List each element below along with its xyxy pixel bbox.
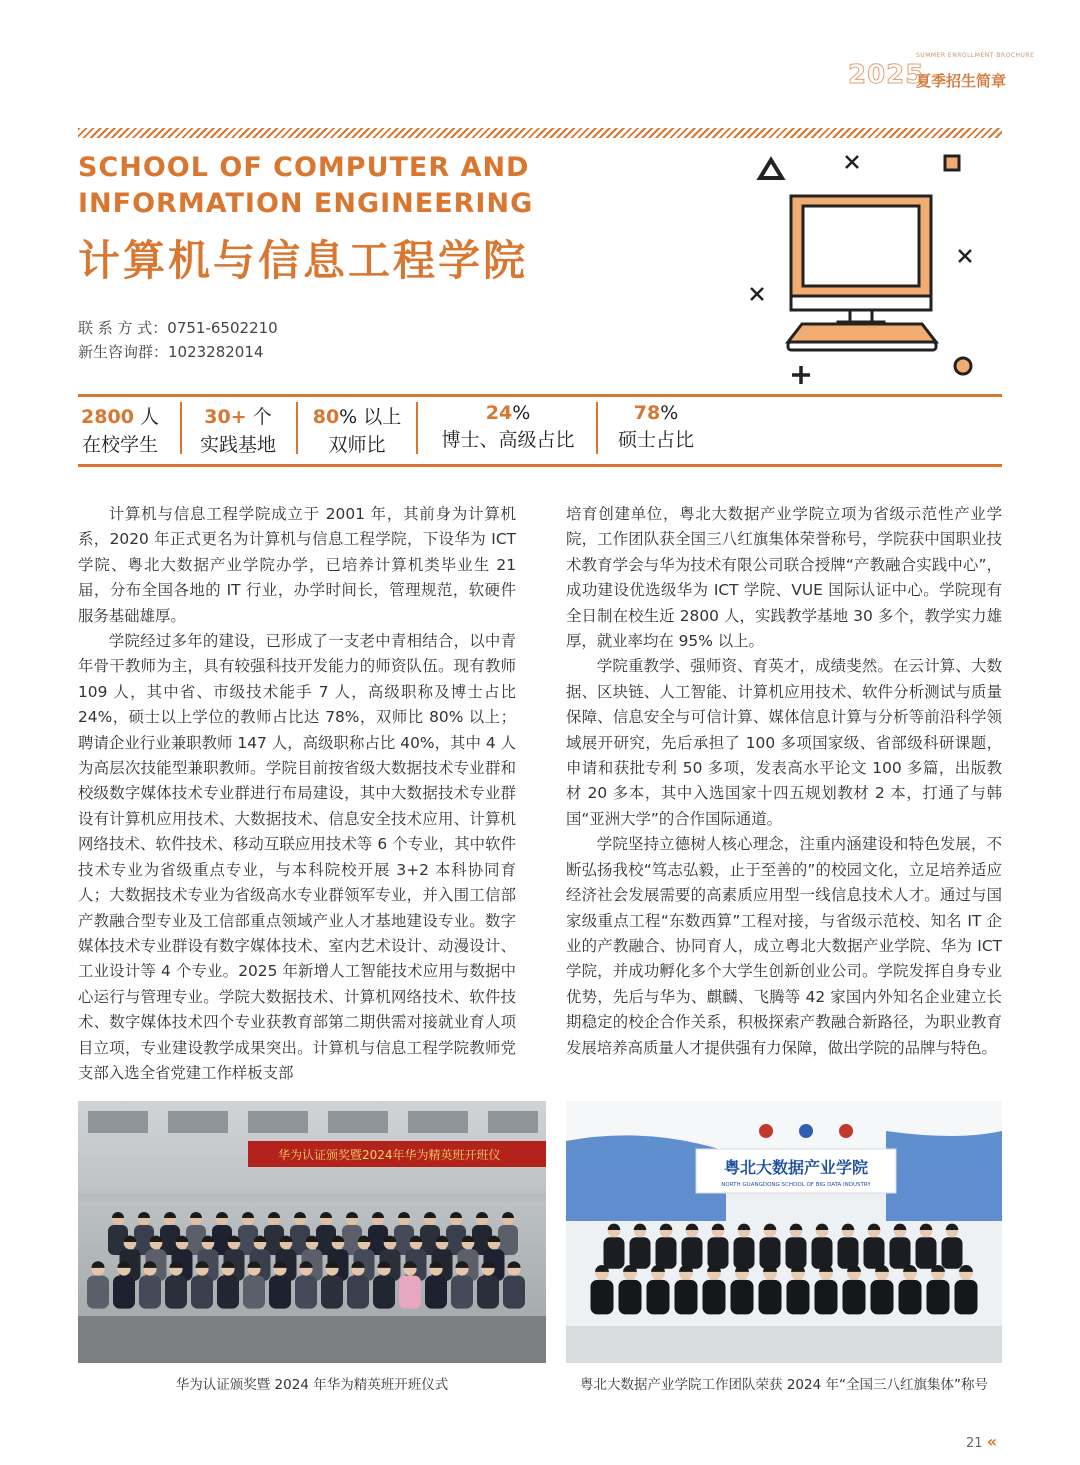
body-right-column: [566, 502, 1002, 1061]
stat-dual-teachers: 80% 以上 双师比: [312, 406, 402, 456]
stat-students: 2800 人 在校学生: [81, 406, 159, 456]
page-number: [966, 1432, 997, 1451]
paragraph: 学院坚持立德树人核心理念，注重内涵建设和特色发展，不断弘扬我校“笃志弘毅，止于至善的”的校园文化，立足培养适应经济社会发展需要的高素质应用型一线信息技术人才。通过与国家级重点工程“东数西算”工程对接，与省级示范校、知名 IT 企业的产教融合、协同育人，成立粤北大数据产业学院、华为 ICT 学院，并成功孵化多个大学生创新创业公司。学院发挥自身专业优势，先后与华为、麒麟、飞腾等 42 家国内外知名企业建立长期稳定的校企合作关系，积极探索产教融合新路径，为职业教育发展培养高质量人才提供强有力保障，做出学院的品牌与特色。: [566, 835, 1002, 1057]
stat-separator: [416, 402, 418, 454]
page-number-text: 21: [966, 1436, 983, 1451]
stat-master-ratio: 78% 硕士占比: [617, 402, 694, 451]
stat-bases: 30+ 个 实践基地: [199, 406, 276, 456]
brand-year: 2025: [848, 60, 925, 90]
group-photo-image: [78, 1101, 546, 1363]
paragraph: 学院经过多年的建设，已形成了一支老中青相结合，以中青年骨干教师为主，具有较强科技开发能力的师资队伍。现有教师 109 人，其中省、市级技术能手 7 人，高级职称及博士占比 24%，硕士以上学位的教师占比达 78%，双师比 80% 以上；聘请企业行业兼职教师 147 人，高级职称占比 40%，其中 4 人为高层次技能型兼职教师。学院目前按省级大数据技术专业群和校级数字媒体技术专业群进行布局建设，其中大数据技术专业群设有计算机应用技术、大数据技术、信息安全技术应用、计算机网络技术、软件技术、移动互联应用技术等 6 个专业，其中软件技术专业为省级重点专业，与本科院校开展 3+2 本科协同育人；大数据技术专业为省级高水专业群领军专业，并入围工信部产教融合型专业及工信部重点领域产业人才基地建设专业。数字媒体技术专业群设有数字媒体技术、室内艺术设计、动漫设计、工业设计等 4 个专业。2025 年新增人工智能技术应用与数据中心运行与管理专业。学院大数据技术、计算机网络技术、软件技术、数字媒体技术四个专业获教育部第二期供需对接就业育人项目立项，专业建设教学成果突出。计算机与信息工程学院教师党支部入选全省党建工作样板支部: [78, 632, 516, 1082]
stat-separator: [596, 402, 598, 454]
contact-group: 新生咨询群：1023282014: [78, 343, 264, 361]
hatched-divider: [78, 128, 1002, 138]
title-chinese: 计算机与信息工程学院: [78, 236, 529, 285]
title-english: [78, 150, 533, 222]
caption-left: 华为认证颁奖暨 2024 年华为精英班开班仪式: [175, 1377, 449, 1393]
double-chevron-icon: «: [986, 1432, 998, 1451]
paragraph: 学院重教学、强师资、育英才，成绩斐然。在云计算、大数据、区块链、人工智能、计算机应用技术、软件分析测试与质量保障、信息安全与可信计算、媒体信息计算与分析等前沿科学领域展开研究，先后承担了 100 多项国家级、省部级科研课题，申请和获批专利 50 多项，发表高水平论文 100 多篇，出版教材 20 多本，其中入选国家十四五规划教材 2 本，打通了与韩国“亚洲大学”的合作国际通道。: [566, 657, 1002, 828]
paragraph: 计算机与信息工程学院成立于 2001 年，其前身为计算机系，2020 年正式更名为计算机与信息工程学院，下设华为 ICT 学院、粤北大数据产业学院办学，已培养计算机类毕业生 21 届，分布全国各地的 IT 行业，办学时间长，管理规范，软硬件服务基础雄厚。: [78, 505, 516, 625]
photo-team-award: [566, 1101, 1002, 1363]
paragraph: 培育创建单位，粤北大数据产业学院立项为省级示范性产业学院，工作团队获全国三八红旗集体荣誉称号，学院获中国职业技术教育学会与华为技术有限公司联合授牌“产教融合实践中心”，成功建设优选级华为 ICT 学院、VUE 国际认证中心。学院现有全日制在校生近 2800 人，实践教学基地 30 多个，教学实力雄厚，就业率均在 95% 以上。: [566, 505, 1002, 651]
computer-illustration-icon: [740, 148, 1002, 390]
brand-tagline: SUMMER ENROLLMENT BROCHURE: [916, 52, 1035, 59]
sign-subtitle: NORTH GUANGDONG SCHOOL OF BIG DATA INDUSTRY: [721, 1182, 871, 1188]
stat-separator: [180, 402, 182, 454]
stat-doctor-ratio: 24% 博士、高级占比: [441, 402, 575, 451]
contact-phone: 联 系 方 式：0751-6502210: [78, 319, 278, 337]
stat-separator: [296, 402, 298, 454]
banner-text: 华为认证颁奖暨2024年华为精英班开班仪: [278, 1148, 501, 1162]
stats-rule-top: [78, 394, 1002, 397]
stats-rule-bottom: [78, 464, 1002, 467]
title-english-line1: SCHOOL OF COMPUTER AND: [78, 152, 530, 183]
body-left-column: [78, 502, 516, 1086]
title-english-line2: INFORMATION ENGINEERING: [78, 188, 534, 219]
caption-right: 粤北大数据产业学院工作团队荣获 2024 年“全国三八红旗集体”称号: [580, 1377, 988, 1393]
photo-huawei-ceremony: [78, 1101, 546, 1363]
sign-title: 粤北大数据产业学院: [723, 1158, 869, 1177]
team-photo-image: [566, 1101, 1002, 1363]
brand-subtitle: 夏季招生简章: [916, 72, 1007, 90]
